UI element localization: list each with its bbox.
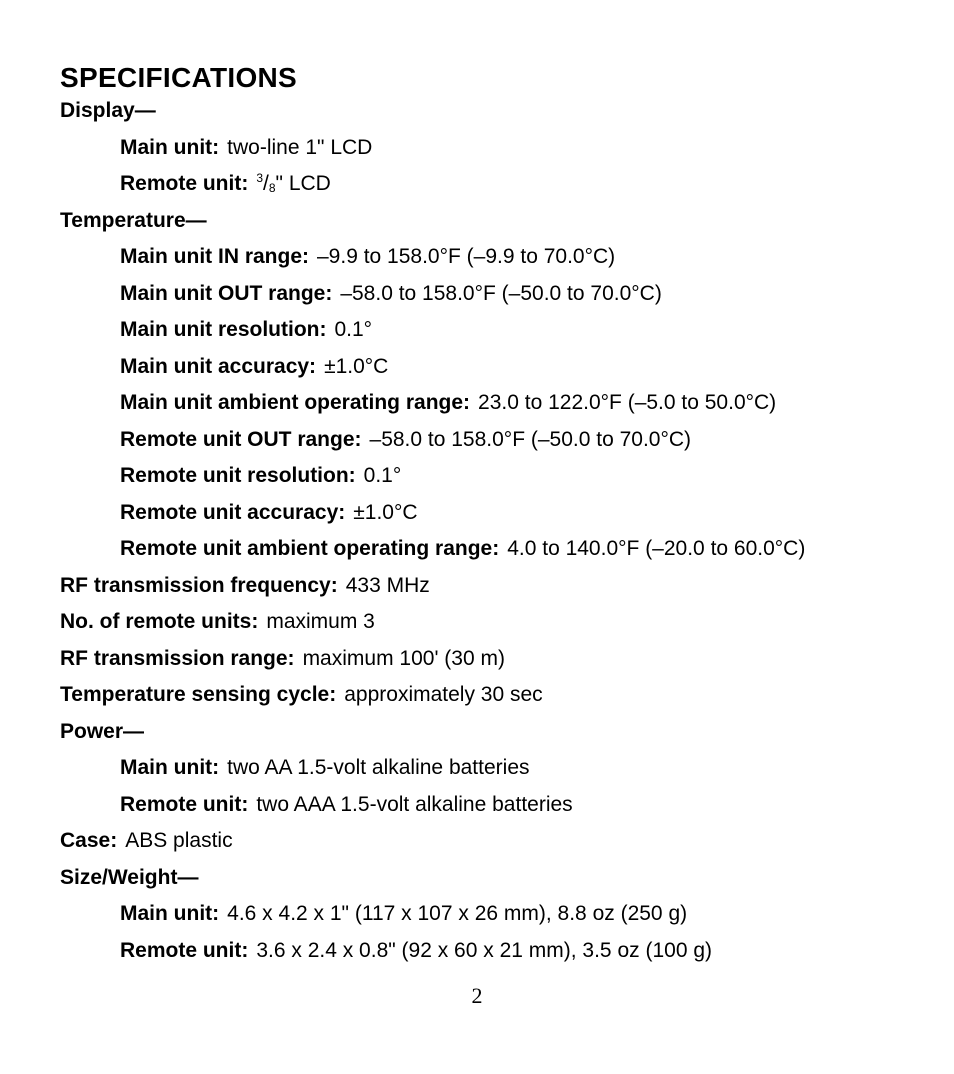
fraction-denominator: 8 [268, 181, 276, 195]
spec-value: 4.6 x 4.2 x 1" (117 x 107 x 26 mm), 8.8 oz (250 g) [227, 902, 688, 925]
section-header: Display— [60, 99, 156, 122]
spec-value: 3.6 x 2.4 x 0.8" (92 x 60 x 21 mm), 3.5 oz (100 g) [256, 938, 713, 962]
spec-label: Remote unit: [120, 792, 249, 816]
spec-value: 4.0 to 140.0°F (–20.0 to 60.0°C) [507, 537, 806, 560]
section-header: Size/Weight— [60, 865, 199, 889]
spec-label: No. of remote units: [60, 610, 259, 633]
spec-row [60, 531, 940, 568]
spec-label: Main unit: [120, 135, 220, 159]
spec-label: Remote unit ambient operating range: [120, 537, 500, 560]
spec-label: Main unit OUT range: [120, 281, 333, 305]
spec-label: Case: [60, 829, 118, 852]
spec-label: Main unit: [120, 902, 220, 925]
spec-row-remote-count [60, 604, 940, 641]
section-header: Power— [60, 719, 145, 743]
spec-row-case [60, 823, 940, 860]
fraction-numerator: 3 [256, 171, 264, 185]
spec-label: Main unit resolution: [120, 318, 327, 341]
spec-label: Main unit accuracy: [120, 354, 317, 378]
spec-value: 433 MHz [345, 573, 430, 597]
spec-value: $^3/_8$" LCD [256, 171, 331, 195]
section-power [60, 714, 940, 751]
spec-row [60, 896, 940, 933]
spec-row [60, 385, 940, 422]
spec-label: Remote unit OUT range: [120, 427, 362, 451]
spec-label: RF transmission frequency: [60, 573, 338, 597]
spec-value: two-line 1" LCD [227, 135, 373, 159]
spec-label: Remote unit accuracy: [120, 500, 346, 524]
spec-value: approximately 30 sec [344, 683, 543, 706]
spec-row-rf-range [60, 641, 940, 678]
spec-row [60, 276, 940, 313]
spec-value: –9.9 to 158.0°F (–9.9 to 70.0°C) [317, 245, 616, 268]
spec-value: ABS plastic [125, 829, 233, 852]
spec-value-suffix: " LCD [275, 172, 331, 195]
spec-row [60, 130, 940, 167]
spec-row [60, 495, 940, 532]
spec-row [60, 312, 940, 349]
spec-value: –58.0 to 158.0°F (–50.0 to 70.0°C) [369, 427, 692, 451]
spec-value: 23.0 to 122.0°F (–5.0 to 50.0°C) [478, 391, 777, 414]
spec-value: ±1.0°C [353, 500, 418, 524]
spec-label: Remote unit: [120, 938, 249, 962]
spec-label: Remote unit: [120, 172, 249, 195]
page-number: 2 [471, 983, 483, 1008]
spec-label: Temperature sensing cycle: [60, 683, 337, 706]
spec-value: –58.0 to 158.0°F (–50.0 to 70.0°C) [340, 281, 662, 305]
section-header: Temperature— [60, 208, 207, 232]
spec-value: maximum 3 [266, 610, 375, 633]
spec-value: two AA 1.5-volt alkaline batteries [227, 756, 530, 779]
section-display [60, 93, 940, 130]
spec-row [60, 349, 940, 386]
section-temperature [60, 203, 940, 240]
spec-row [60, 933, 940, 970]
spec-label: RF transmission range: [60, 646, 295, 670]
spec-row [60, 787, 940, 824]
spec-row-rf-frequency [60, 568, 940, 605]
spec-label: Main unit: [120, 756, 220, 779]
spec-label: Remote unit resolution: [120, 464, 356, 487]
spec-value: two AAA 1.5-volt alkaline batteries [256, 792, 573, 816]
spec-value: maximum 100' (30 m) [302, 646, 505, 670]
spec-row [60, 422, 940, 459]
spec-row [60, 166, 940, 203]
spec-row [60, 239, 940, 276]
spec-value: 0.1° [363, 464, 402, 487]
spec-value: 0.1° [334, 318, 373, 341]
specifications-list [60, 93, 940, 969]
spec-label: Main unit IN range: [120, 245, 309, 268]
spec-row-sensing-cycle [60, 677, 940, 714]
spec-row [60, 750, 940, 787]
section-size-weight [60, 860, 940, 897]
spec-label: Main unit ambient operating range: [120, 391, 471, 414]
spec-value: ±1.0°C [324, 354, 389, 378]
page-title: SPECIFICATIONS [60, 62, 298, 93]
spec-row [60, 458, 940, 495]
